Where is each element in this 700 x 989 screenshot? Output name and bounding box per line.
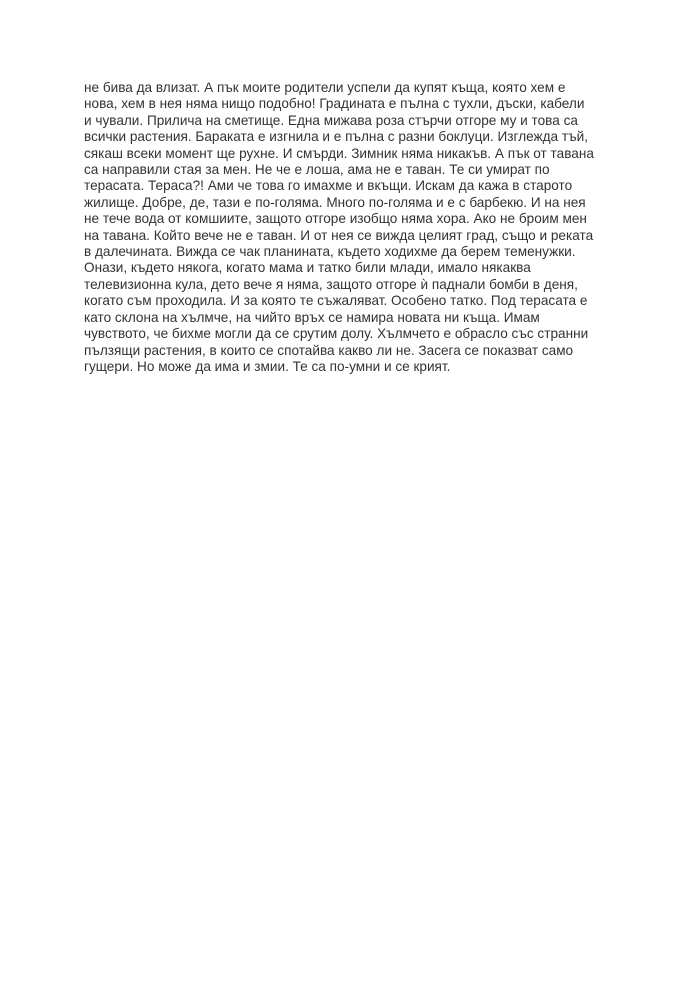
text-line: в далечината. Вижда се чак планината, където ходихме да берем теменужки. [84,244,576,260]
text-line: Онази, където някога, когато мама и татко били млади, имало някаква [84,260,531,276]
body-paragraph [84,80,632,375]
text-line: и чували. Прилича на сметище. Една мижава роза стърчи отгоре му и това са [84,112,578,128]
text-line: жилище. Добре, де, тази е по-голяма. Много по-голяма и е с барбекю. И на нея [84,194,586,210]
text-line: когато съм проходила. И за която те съжаляват. Особено татко. Под терасата е [84,293,588,309]
text-line: гущери. Но може да има и змии. Те са по-умни и се крият. [84,358,451,374]
text-line: телевизионна кула, дето вече я няма, защото отгоре ѝ паднали бомби в деня, [84,276,578,292]
text-line: не бива да влизат. А пък моите родители успели да купят къща, която хем е [84,80,566,95]
text-line: са направили стая за мен. Не че е лоша, ама не е таван. Те си умират по [84,162,550,178]
text-line: на тавана. Който вече не е таван. И от нея се вижда целият град, също и реката [84,227,594,243]
text-line: като склона на хълмче, на чийто връх се намира новата ни къща. Имам [84,309,540,325]
text-line: пълзящи растения, в които се спотайва какво ли не. Засега се показват само [84,342,574,358]
text-line: всички растения. Бараката е изгнила и е пълна с разни боклуци. Изглежда тъй, [84,129,588,145]
text-line: сякаш всеки момент ще рухне. И смърди. Зимник няма никакъв. А пък от тавана [84,145,594,161]
text-line: чувството, че бихме могли да се срутим долу. Хълмчето е обрасло със странни [84,326,589,342]
text-line: не тече вода от комшиите, защото отгоре изобщо няма хора. Ако не броим мен [84,211,587,227]
text-line: нова, хем в нея няма нищо подобно! Градината е пълна с тухли, дъски, кабели [84,96,585,112]
text-line: терасата. Тераса?! Ами че това го имахме и вкъщи. Искам да кажа в старото [84,178,573,194]
